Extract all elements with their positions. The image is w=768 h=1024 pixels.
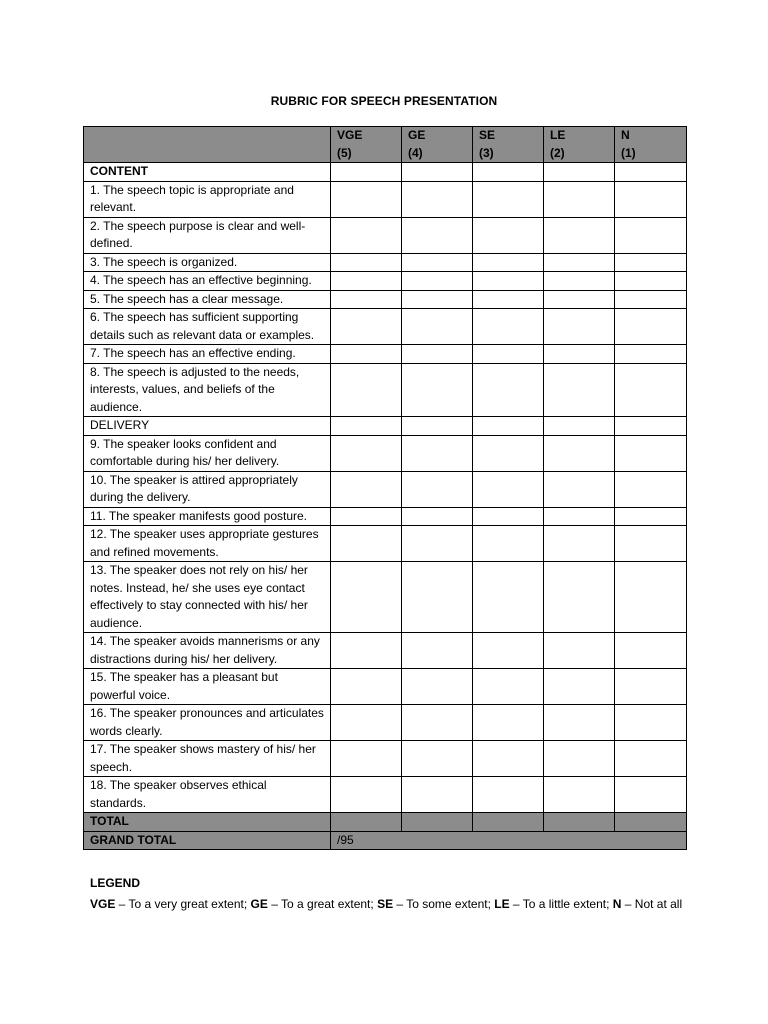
criterion-score-se[interactable] [473, 290, 544, 309]
criterion-score-ge[interactable] [402, 507, 473, 526]
criterion-score-le[interactable] [544, 309, 615, 345]
legend-abbr: GE [250, 897, 268, 911]
criterion-row [84, 705, 687, 741]
criterion-score-se[interactable] [473, 669, 544, 705]
criterion-score-ge[interactable] [402, 526, 473, 562]
criterion-score-se[interactable] [473, 345, 544, 364]
total-score-se[interactable] [473, 813, 544, 832]
criterion-score-n[interactable] [615, 363, 687, 417]
legend-abbr: VGE [90, 897, 116, 911]
criterion-score-se[interactable] [473, 435, 544, 471]
criterion-score-vge[interactable] [331, 669, 402, 705]
criterion-score-se[interactable] [473, 363, 544, 417]
criterion-score-ge[interactable] [402, 777, 473, 813]
total-row [84, 813, 687, 832]
criterion-score-le[interactable] [544, 253, 615, 272]
criterion-score-ge[interactable] [402, 741, 473, 777]
criterion-score-le[interactable] [544, 181, 615, 217]
criterion-score-vge[interactable] [331, 435, 402, 471]
criterion-score-n[interactable] [615, 290, 687, 309]
criterion-score-vge[interactable] [331, 471, 402, 507]
criterion-label: 18. The speaker observes ethical standards. [84, 777, 331, 813]
criterion-row [84, 181, 687, 217]
total-score-le[interactable] [544, 813, 615, 832]
criterion-row [84, 253, 687, 272]
criterion-score-n[interactable] [615, 633, 687, 669]
criterion-score-se[interactable] [473, 777, 544, 813]
legend-description: – To a little extent; [509, 897, 613, 911]
criterion-score-le[interactable] [544, 272, 615, 291]
legend-title: LEGEND [90, 876, 141, 890]
header-row [84, 127, 687, 163]
grand-total-value[interactable]: /95 [331, 831, 687, 850]
section-content-score-ge[interactable] [402, 163, 473, 182]
criterion-label: 6. The speech has sufficient supporting details such as relevant data or examples. [84, 309, 331, 345]
criterion-score-se[interactable] [473, 562, 544, 633]
section-label-content: CONTENT [84, 163, 331, 182]
criterion-score-le[interactable] [544, 507, 615, 526]
criterion-score-se[interactable] [473, 181, 544, 217]
section-delivery-score-vge[interactable] [331, 417, 402, 436]
criterion-row [84, 217, 687, 253]
criterion-score-ge[interactable] [402, 272, 473, 291]
criterion-score-vge[interactable] [331, 633, 402, 669]
grand-total-row [84, 831, 687, 850]
section-content-score-vge[interactable] [331, 163, 402, 182]
criterion-label: 8. The speech is adjusted to the needs, interests, values, and beliefs of the audience. [84, 363, 331, 417]
legend-abbr: N [612, 897, 622, 911]
column-header-le: LE (2) [544, 127, 615, 163]
criterion-score-n[interactable] [615, 471, 687, 507]
criterion-score-ge[interactable] [402, 290, 473, 309]
criterion-score-se[interactable] [473, 633, 544, 669]
criterion-score-le[interactable] [544, 526, 615, 562]
criterion-label: 9. The speaker looks confident and comfortable during his/ her delivery. [84, 435, 331, 471]
criterion-score-ge[interactable] [402, 181, 473, 217]
criterion-score-vge[interactable] [331, 777, 402, 813]
criterion-score-le[interactable] [544, 290, 615, 309]
criterion-score-vge[interactable] [331, 562, 402, 633]
legend [90, 873, 690, 915]
criterion-label: 2. The speech purpose is clear and well-defined. [84, 217, 331, 253]
criterion-score-vge[interactable] [331, 290, 402, 309]
criterion-row [84, 309, 687, 345]
criterion-row [84, 363, 687, 417]
criterion-score-n[interactable] [615, 217, 687, 253]
total-score-n[interactable] [615, 813, 687, 832]
legend-description: – To a very great extent; [115, 897, 251, 911]
criterion-score-n[interactable] [615, 562, 687, 633]
criterion-score-ge[interactable] [402, 309, 473, 345]
criterion-score-le[interactable] [544, 435, 615, 471]
criterion-label: 15. The speaker has a pleasant but powerful voice. [84, 669, 331, 705]
legend-description: – Not at all [621, 897, 683, 911]
grand-total-label: GRAND TOTAL [84, 831, 331, 850]
rubric-table [83, 126, 687, 850]
criterion-row [84, 272, 687, 291]
criterion-row [84, 435, 687, 471]
criterion-label: 13. The speaker does not rely on his/ her notes. Instead, he/ she uses eye contact effectively to stay connected with his/ her audience. [84, 562, 331, 633]
criterion-score-le[interactable] [544, 705, 615, 741]
criterion-score-vge[interactable] [331, 272, 402, 291]
criterion-score-ge[interactable] [402, 345, 473, 364]
criterion-score-ge[interactable] [402, 562, 473, 633]
criterion-score-n[interactable] [615, 253, 687, 272]
criterion-score-n[interactable] [615, 741, 687, 777]
legend-abbr: LE [494, 897, 510, 911]
criterion-score-se[interactable] [473, 217, 544, 253]
criterion-score-n[interactable] [615, 345, 687, 364]
criterion-score-n[interactable] [615, 181, 687, 217]
criterion-score-le[interactable] [544, 363, 615, 417]
criterion-score-se[interactable] [473, 253, 544, 272]
criterion-label: 4. The speech has an effective beginning. [84, 272, 331, 291]
criterion-score-le[interactable] [544, 777, 615, 813]
criterion-row [84, 507, 687, 526]
criterion-score-vge[interactable] [331, 181, 402, 217]
criterion-row [84, 669, 687, 705]
legend-text [90, 894, 690, 915]
criterion-row [84, 526, 687, 562]
criterion-score-ge[interactable] [402, 217, 473, 253]
criterion-score-le[interactable] [544, 345, 615, 364]
criterion-row [84, 777, 687, 813]
criterion-score-le[interactable] [544, 669, 615, 705]
criterion-label: 14. The speaker avoids mannerisms or any distractions during his/ her delivery. [84, 633, 331, 669]
total-label: TOTAL [84, 813, 331, 832]
section-delivery-score-le[interactable] [544, 417, 615, 436]
criterion-label: 17. The speaker shows mastery of his/ her speech. [84, 741, 331, 777]
criterion-score-ge[interactable] [402, 435, 473, 471]
column-header-se: SE (3) [473, 127, 544, 163]
page-title: RUBRIC FOR SPEECH PRESENTATION [270, 94, 498, 108]
criterion-score-n[interactable] [615, 669, 687, 705]
section-delivery-score-ge[interactable] [402, 417, 473, 436]
criterion-row [84, 562, 687, 633]
criterion-label: 7. The speech has an effective ending. [84, 345, 331, 364]
criterion-label: 10. The speaker is attired appropriately during the delivery. [84, 471, 331, 507]
legend-description: – To a great extent; [267, 897, 378, 911]
section-row-delivery [84, 417, 687, 436]
criterion-score-vge[interactable] [331, 741, 402, 777]
criterion-score-le[interactable] [544, 741, 615, 777]
total-score-ge[interactable] [402, 813, 473, 832]
criterion-score-n[interactable] [615, 435, 687, 471]
criterion-score-ge[interactable] [402, 363, 473, 417]
criterion-score-n[interactable] [615, 705, 687, 741]
total-score-vge[interactable] [331, 813, 402, 832]
criterion-score-se[interactable] [473, 272, 544, 291]
column-header-n: N (1) [615, 127, 687, 163]
criterion-score-ge[interactable] [402, 705, 473, 741]
criterion-score-n[interactable] [615, 309, 687, 345]
criterion-score-le[interactable] [544, 633, 615, 669]
criterion-score-n[interactable] [615, 272, 687, 291]
criterion-label: 12. The speaker uses appropriate gestures and refined movements. [84, 526, 331, 562]
criterion-row [84, 633, 687, 669]
criterion-label: 5. The speech has a clear message. [84, 290, 331, 309]
criterion-score-vge[interactable] [331, 363, 402, 417]
section-label-delivery: DELIVERY [84, 417, 331, 436]
criterion-label: 3. The speech is organized. [84, 253, 331, 272]
criteria-header [84, 127, 331, 163]
criterion-score-vge[interactable] [331, 705, 402, 741]
section-content-score-le[interactable] [544, 163, 615, 182]
criterion-score-ge[interactable] [402, 471, 473, 507]
criterion-score-vge[interactable] [331, 345, 402, 364]
criterion-label: 1. The speech topic is appropriate and relevant. [84, 181, 331, 217]
criterion-score-n[interactable] [615, 507, 687, 526]
criterion-score-se[interactable] [473, 507, 544, 526]
criterion-score-se[interactable] [473, 526, 544, 562]
criterion-row [84, 290, 687, 309]
section-content-score-n[interactable] [615, 163, 687, 182]
criterion-score-n[interactable] [615, 777, 687, 813]
criterion-score-vge[interactable] [331, 217, 402, 253]
section-delivery-score-se[interactable] [473, 417, 544, 436]
criterion-score-se[interactable] [473, 471, 544, 507]
legend-abbr: SE [377, 897, 394, 911]
criterion-score-se[interactable] [473, 309, 544, 345]
criterion-score-se[interactable] [473, 705, 544, 741]
criterion-row [84, 741, 687, 777]
criterion-score-ge[interactable] [402, 669, 473, 705]
criterion-score-le[interactable] [544, 471, 615, 507]
criterion-score-vge[interactable] [331, 309, 402, 345]
criterion-label: 11. The speaker manifests good posture. [84, 507, 331, 526]
section-row-content [84, 163, 687, 182]
criterion-score-le[interactable] [544, 562, 615, 633]
criterion-score-ge[interactable] [402, 633, 473, 669]
column-header-vge: VGE (5) [331, 127, 402, 163]
criterion-score-vge[interactable] [331, 526, 402, 562]
criterion-score-vge[interactable] [331, 507, 402, 526]
section-delivery-score-n[interactable] [615, 417, 687, 436]
criterion-score-ge[interactable] [402, 253, 473, 272]
criterion-row [84, 345, 687, 364]
column-header-ge: GE (4) [402, 127, 473, 163]
criterion-row [84, 471, 687, 507]
criterion-score-vge[interactable] [331, 253, 402, 272]
criterion-score-se[interactable] [473, 741, 544, 777]
section-content-score-se[interactable] [473, 163, 544, 182]
criterion-score-le[interactable] [544, 217, 615, 253]
criterion-score-n[interactable] [615, 526, 687, 562]
criterion-label: 16. The speaker pronounces and articulates words clearly. [84, 705, 331, 741]
legend-description: – To some extent; [393, 897, 495, 911]
